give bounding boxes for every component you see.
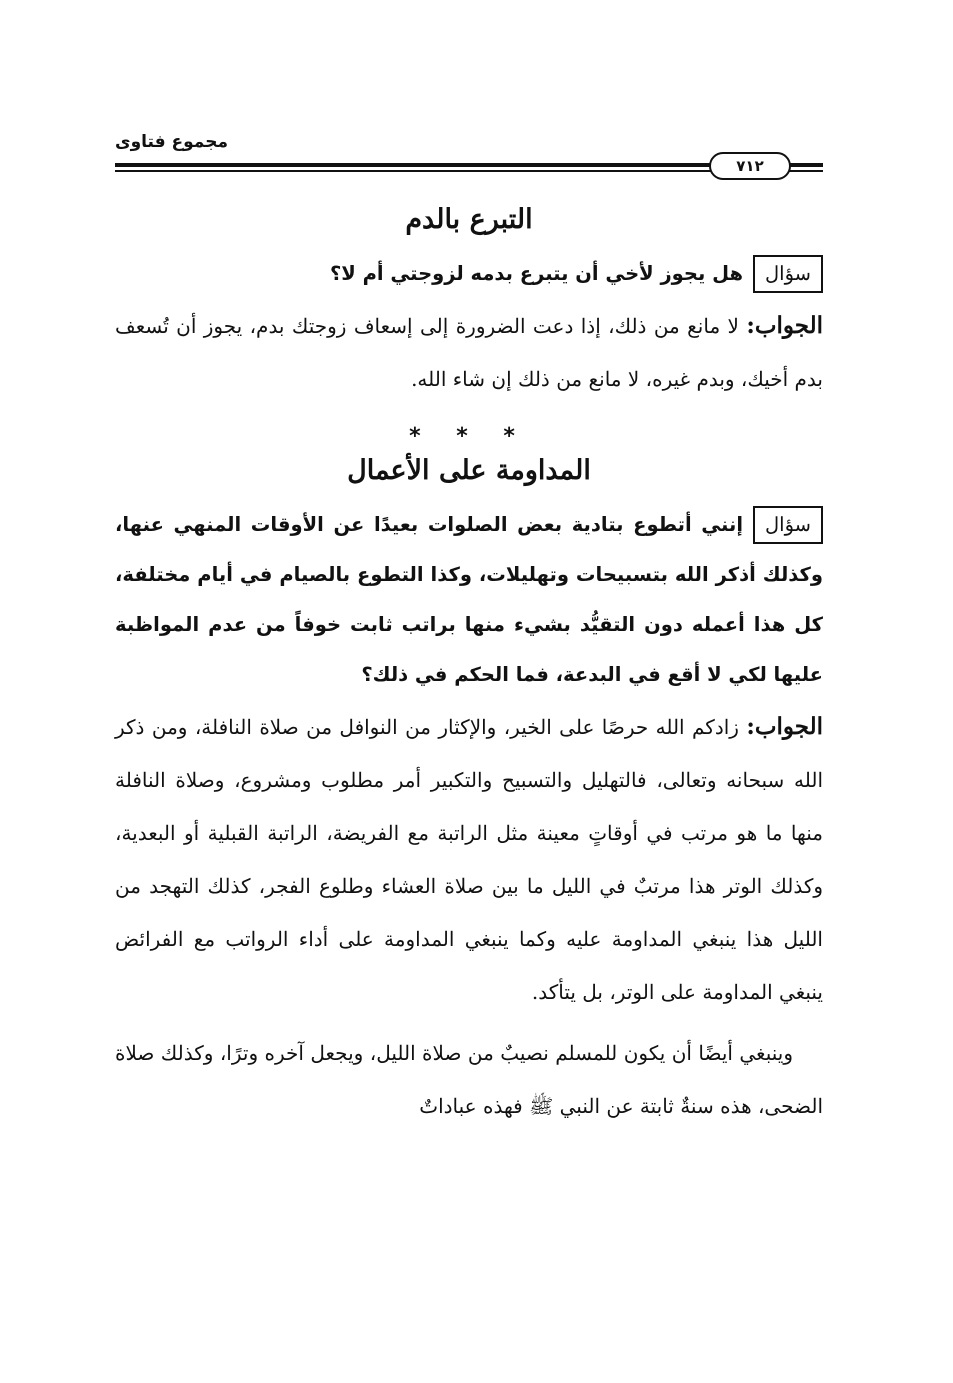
page-number: ٧١٢ (709, 152, 791, 180)
question-2 (115, 500, 823, 700)
answer-1 (115, 299, 823, 406)
book-title: مجموع فتاوى (115, 132, 228, 152)
section-title-persistence: المداومة على الأعمال (347, 455, 591, 486)
answer-label: الجواب: (746, 713, 824, 740)
question-text: هل يجوز لأخي أن يتبرع بدمه لزوجتي أم لا؟ (330, 262, 743, 285)
question-label: سؤال (753, 506, 823, 544)
answer-text: لا مانع من ذلك، إذا دعت الضرورة إلى إسعاف زوجتك بدم، يجوز أن تُسعف بدم أخيك، وبدم غيره، لا مانع من ذلك إن شاء الله. (115, 314, 823, 391)
question-text: إنني أتطوع بتادية بعض الصلوات بعيدًا عن الأوقات المنهي عنها، وكذلك أذكر الله بتسبيحات وتهليلات، وكذا التطوع بالصيام في أيام مختلفة، كل هذا أعمله دون التقيُّد بشيء منها براتب ثابت خوفاً من عدم المواظبة عليها لكي لا أقع في البدعة، فما الحكم في ذلك؟ (115, 513, 823, 686)
answer-text: زادكم الله حرصًا على الخير، والإكثار من النوافل من صلاة النافلة، ومن ذكر الله سبحانه وتعالى، فالتهليل والتسبيح والتكبير أمر مطلوب ومشروع، وصلاة النافلة منها ما هو مرتب في أوقاتٍ معينة مثل الراتبة مع الفريضة، الراتبة القبلية أو البعدية، وكذلك الوتر هذا مرتبٌ في الليل ما بين صلاة العشاء وطلوع الفجر، كذلك التهجد من الليل هذا ينبغي المداومة عليه وكما ينبغي المداومة على أداء الرواتب مع الفرائض ينبغي المداومة على الوتر، بل يتأكد. (115, 715, 823, 1004)
answer-continuation: وينبغي أيضًا أن يكون للمسلم نصيبٌ من صلاة الليل، ويجعل آخره وترًا، وكذلك صلاة الضحى، هذه سنةٌ ثابتة عن النبي ﷺ فهذه عباداتٌ (115, 1041, 823, 1118)
page-header (115, 128, 823, 180)
question-label: سؤال (753, 255, 823, 293)
section-separator: * * * (409, 424, 529, 449)
answer-2 (115, 700, 823, 1019)
page-content (115, 200, 823, 1133)
answer-label: الجواب: (746, 312, 824, 339)
question-1 (115, 249, 823, 299)
section-title-blood-donation: التبرع بالدم (405, 204, 533, 235)
